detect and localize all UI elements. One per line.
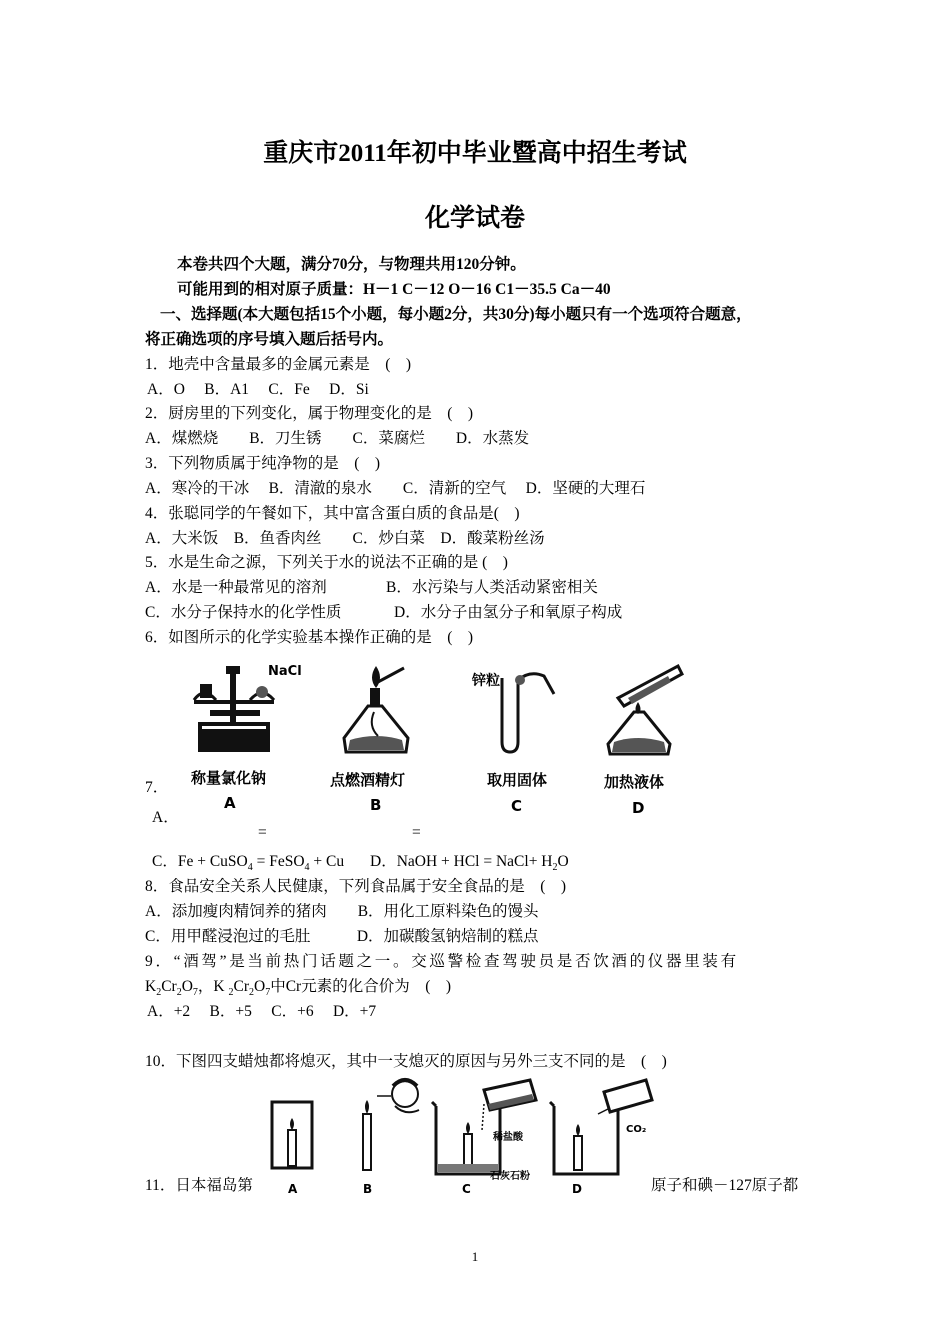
question-7-option-c: C．Fe + CuSO$_4$ = FeSO$_4$ + Cu: [152, 853, 345, 874]
figure10-letter-b: B: [363, 1182, 373, 1196]
question-2: 2．厨房里的下列变化，属于物理变化的是 ( ): [145, 405, 474, 422]
test-tube-figure: [490, 670, 560, 755]
heating-liquid-figure: [598, 658, 688, 758]
section1-heading-line-1: 一、选择题(本大题包括15个小题，每小题2分，共30分)每小题只有一个选项符合题意，: [160, 306, 752, 323]
question-4: 4．张聪同学的午餐如下，其中富含蛋白质的食品是( ): [145, 505, 520, 522]
exam-title: 重庆市2011年初中毕业暨高中招生考试: [263, 140, 687, 167]
question-9-line-2: $K_2Cr_2O_7$，K $_2Cr_2O_7$中Cr元素的化合价为 ( ): [145, 978, 452, 999]
figure10-letter-a: A: [288, 1182, 298, 1196]
instructions-line-1: 本卷共四个大题，满分70分，与物理共用120分钟。: [177, 256, 526, 273]
question-8-options-cd: C．用甲醛浸泡过的毛肚 D．加碳酸氢钠焙制的糕点: [145, 928, 539, 945]
candle-acid-figure: [432, 1078, 542, 1178]
exam-subtitle: 化学试卷: [424, 205, 525, 232]
question-3: 3．下列物质属于纯净物的是 ( ): [145, 455, 381, 472]
question-9-options: A．+2 B．+5 C．+6 D．+7: [147, 1003, 377, 1020]
figure6-letter-a: A: [224, 794, 236, 812]
instructions-line-2: 可能用到的相对原子质量：H－1 C－12 O－16 C1－35.5 Ca－40: [177, 281, 611, 298]
question-4-options: A．大米饭 B．鱼香肉丝 C．炒白菜 D．酸菜粉丝汤: [145, 530, 545, 547]
figure6-label-a: 称量氯化钠: [191, 769, 267, 787]
zinc-label: 锌粒: [472, 673, 500, 689]
figure6-label-c: 取用固体: [487, 771, 548, 789]
question-7-option-d: D．NaOH + HCl = NaCl+ $H_2O$: [370, 853, 569, 874]
question-11-end: 原子和碘－127原子都: [651, 1177, 799, 1194]
question-5-option-c: C．水分子保持水的化学性质: [145, 604, 342, 621]
question-5: 5．水是生命之源，下列关于水的说法不正确的是 ( ): [145, 554, 508, 571]
nacl-label: NaCl: [268, 664, 302, 679]
limestone-powder-label: 石灰石粉: [490, 1171, 530, 1182]
question-2-options: A．煤燃烧 B．刀生锈 C．菜腐烂 D．水蒸发: [145, 430, 530, 447]
question-10: 10．下图四支蜡烛都将熄灭，其中一支熄灭的原因与另外三支不同的是 ( ): [145, 1053, 667, 1070]
question-7-option-a: A．: [152, 809, 179, 826]
alcohol-lamp-figure: [338, 662, 413, 757]
question-3-options: A．寒冷的干冰 B．清澈的泉水 C．清新的空气 D．坚硬的大理石: [145, 480, 646, 497]
figure6-letter-d: D: [632, 799, 645, 817]
question-1-options: A．O B．A1 C．Fe D．Si: [147, 381, 369, 398]
question-1: 1．地壳中含量最多的金属元素是 ( ): [145, 356, 412, 373]
figure6-letter-b: B: [370, 796, 382, 814]
candle-jar-figure: [268, 1098, 318, 1173]
question-5-option-d: D．水分子由氢分子和氧原子构成: [394, 604, 623, 621]
dilute-hcl-label: 稀盐酸: [493, 1132, 523, 1143]
figure6-label-d: 加热液体: [604, 773, 665, 791]
question-11-start: 11．日本福岛第: [145, 1177, 253, 1194]
question-8-options-ab: A．添加瘦肉精饲养的猪肉 B．用化工原料染色的馒头: [145, 903, 539, 920]
question-7-equals-1: =: [258, 824, 267, 841]
figure10-letter-d: D: [572, 1182, 582, 1196]
question-6: 6．如图所示的化学实验基本操作正确的是 ( ): [145, 629, 474, 646]
question-7-equals-2: =: [412, 824, 421, 841]
balance-figure: [190, 662, 280, 757]
section1-heading-line-2: 将正确选项的序号填入题后括号内。: [145, 331, 394, 348]
figure6-letter-c: C: [511, 797, 523, 815]
question-7-number: 7．: [145, 779, 169, 796]
question-8: 8．食品安全关系人民健康，下列食品属于安全食品的是 ( ): [145, 878, 567, 895]
figure6-label-b: 点燃酒精灯: [330, 771, 406, 789]
page-number: 1: [471, 1249, 479, 1264]
co2-label: CO₂: [626, 1124, 647, 1135]
candle-blow-figure: [355, 1078, 425, 1173]
figure10-letter-c: C: [462, 1182, 471, 1196]
question-5-option-a: A．水是一种最常见的溶剂: [145, 579, 327, 596]
question-9-line-1: 9．“酒驾”是当前热门话题之一。交巡警检查驾驶员是否饮酒的仪器里装有: [145, 953, 739, 970]
question-5-option-b: B．水污染与人类活动紧密相关: [386, 579, 598, 596]
